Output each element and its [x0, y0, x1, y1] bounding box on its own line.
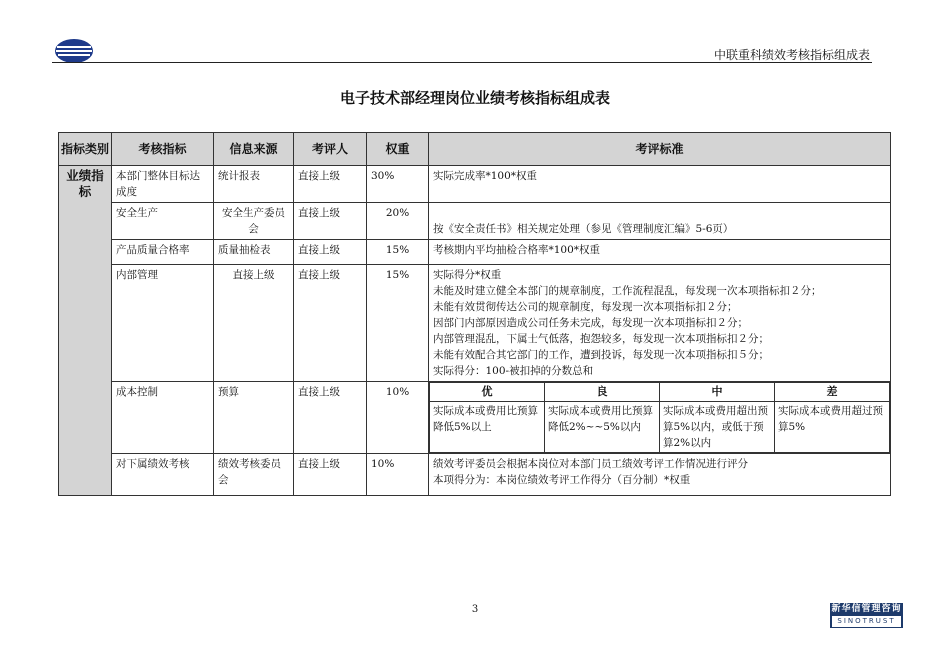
- sinotrust-logo: [830, 603, 903, 628]
- table-header-row: [59, 133, 891, 166]
- brand-name-en: SINOTRUST: [832, 616, 901, 627]
- cost-grade-table: [429, 382, 890, 453]
- grade-label: 差: [775, 383, 890, 402]
- weight-cell: 20%: [367, 203, 429, 240]
- source-cell: 安全生产委员会: [214, 203, 294, 240]
- standard-line: 绩效考评委员会根据本岗位对本部门员工绩效考评工作情况进行评分: [433, 458, 748, 470]
- standard-line: 实际得分：100-被扣掉的分数总和: [433, 365, 594, 377]
- standard-line: 本项得分为：本岗位绩效考评工作得分（百分制）*权重: [433, 474, 691, 486]
- source-cell: 统计报表: [214, 166, 294, 203]
- indicator-cell: 成本控制: [112, 382, 214, 454]
- page-number: 3: [471, 604, 479, 615]
- evaluator-cell: 直接上级: [294, 166, 367, 203]
- standard-cell: [429, 265, 891, 382]
- document-title: 电子技术部经理岗位业绩考核指标组成表: [339, 89, 610, 107]
- header-divider: [52, 62, 872, 63]
- indicator-cell: 对下属绩效考核: [112, 454, 214, 496]
- standard-cell: 实际完成率*100*权重: [429, 166, 891, 203]
- indicator-cell: 安全生产: [112, 203, 214, 240]
- header-evaluator: 考评人: [294, 133, 367, 166]
- evaluator-cell: 直接上级: [294, 203, 367, 240]
- kpi-table: [58, 132, 891, 496]
- evaluator-cell: 直接上级: [294, 240, 367, 265]
- evaluator-cell: 直接上级: [294, 454, 367, 496]
- source-cell: 质量抽检表: [214, 240, 294, 265]
- grade-label: 优: [430, 383, 545, 402]
- standard-cell: [429, 382, 891, 454]
- table-row: [59, 382, 891, 454]
- weight-cell: 10%: [367, 382, 429, 454]
- brand-name-cn: 新华信管理咨询: [831, 604, 902, 614]
- weight-cell: 15%: [367, 240, 429, 265]
- standard-line: 内部管理混乱，下属士气低落，抱怨较多，每发现一次本项指标扣２分；: [433, 333, 769, 345]
- standard-line: 未能有效贯彻传达公司的规章制度，每发现一次本项指标扣２分；: [433, 301, 738, 313]
- header-indicator: 考核指标: [112, 133, 214, 166]
- standard-cell: [429, 454, 891, 496]
- standard-line: 因部门内部原因造成公司任务未完成，每发现一次本项指标扣２分；: [433, 317, 748, 329]
- company-logo-icon: [54, 38, 94, 64]
- table-row: [59, 240, 891, 265]
- table-row: [59, 265, 891, 382]
- grade-label: 良: [545, 383, 660, 402]
- header-source: 信息来源: [214, 133, 294, 166]
- company-header-title: 中联重科绩效考核指标组成表: [713, 48, 870, 62]
- source-cell: 预算: [214, 382, 294, 454]
- standard-line: 未能有效配合其它部门的工作，遭到投诉，每发现一次本项指标扣５分；: [433, 349, 769, 361]
- weight-cell: 15%: [367, 265, 429, 382]
- category-performance: 业绩指标: [59, 166, 112, 496]
- standard-cell: 考核期内平均抽检合格率*100*权重: [429, 240, 891, 265]
- indicator-cell: 内部管理: [112, 265, 214, 382]
- standard-cell: 按《安全责任书》相关规定处理（参见《管理制度汇编》5-6页）: [429, 203, 891, 240]
- table-row: [59, 203, 891, 240]
- grade-criteria: 实际成本或费用超过预算5%: [775, 402, 890, 453]
- standard-line: 未能及时建立健全本部门的规章制度，工作流程混乱，每发现一次本项指标扣２分；: [433, 285, 822, 297]
- grade-criteria: 实际成本或费用超出预算5%以内，或低于预算2%以内: [660, 402, 775, 453]
- header-weight: 权重: [367, 133, 429, 166]
- header-standard: 考评标准: [429, 133, 891, 166]
- indicator-cell: 本部门整体目标达成度: [112, 166, 214, 203]
- grade-label: 中: [660, 383, 775, 402]
- evaluator-cell: 直接上级: [294, 382, 367, 454]
- standard-line: 实际得分*权重: [433, 269, 502, 281]
- table-row: [59, 166, 891, 203]
- grade-criteria: 实际成本或费用比预算降低2%~~5%以内: [545, 402, 660, 453]
- source-cell: 直接上级: [214, 265, 294, 382]
- table-row: [59, 454, 891, 496]
- weight-cell: 10%: [367, 454, 429, 496]
- header-category: 指标类别: [59, 133, 112, 166]
- grade-criteria: 实际成本或费用比预算降低5%以上: [430, 402, 545, 453]
- source-cell: 绩效考核委员会: [214, 454, 294, 496]
- evaluator-cell: 直接上级: [294, 265, 367, 382]
- indicator-cell: 产品质量合格率: [112, 240, 214, 265]
- weight-cell: 30%: [367, 166, 429, 203]
